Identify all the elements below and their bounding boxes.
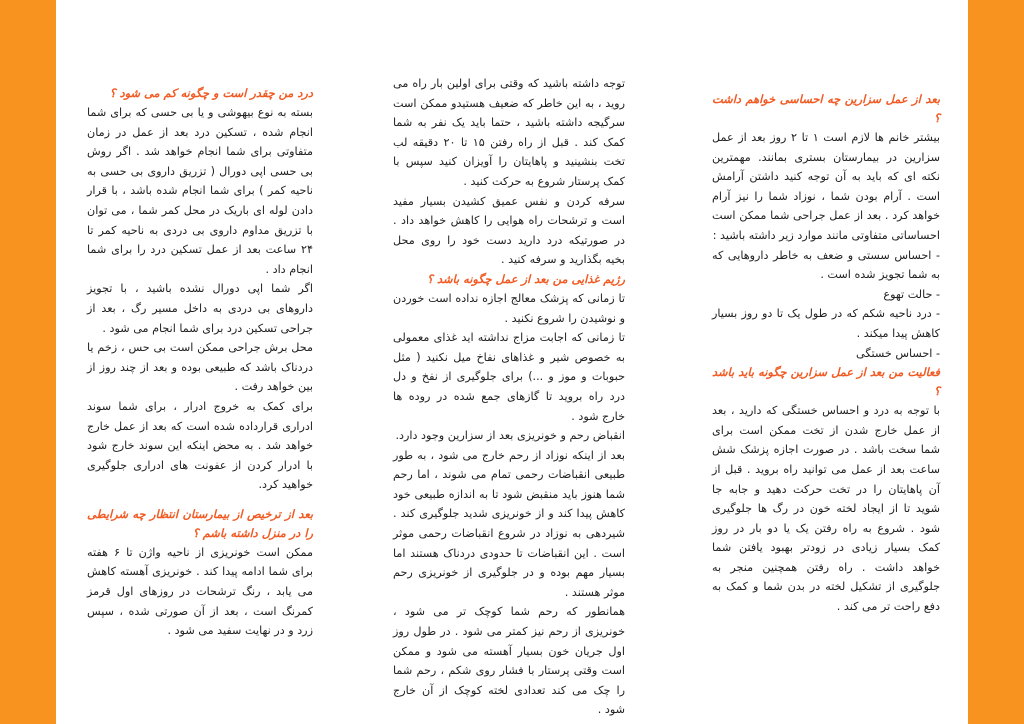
bullet-item: - درد ناحیه شکم که در طول یک تا دو روز بسیار کاهش پیدا میکند .	[712, 307, 940, 340]
section-heading-activity: فعالیت من بعد از عمل سزارین چگونه باید باشد ؟	[712, 365, 940, 399]
right-orange-band	[968, 0, 1024, 724]
section-heading-discharge: بعد از ترخیص از بیمارستان انتظار چه شرایطی را در منزل داشته باشم ؟	[87, 506, 313, 540]
section-heading-feelings: بعد از عمل سزارین چه احساسی خواهم داشت ؟	[712, 92, 940, 125]
left-column	[87, 84, 313, 641]
bullet-item: - حالت تهوع	[883, 287, 940, 301]
paragraph: انقباض رحم و خونریزی بعد از سزارین وجود دارد.	[395, 429, 625, 443]
paragraph: بسته به نوع بیهوشی و یا بی حسی که برای شما انجام شده ، تسکین درد بعد از عمل در زمان متفاوتی برای شما انجام خواهد شد . اگر روش بی حسی اپی دورال ( تزریق داروی بی حسی به ناحیه کمر ) برای شما انجام شده باشد ، با قرار دادن لوله ای باریک در محل کمر شما ، می توان با تزریق مداوم داروی بی دردی به ناحیه کمر تا ۲۴ ساعت بعد از عمل تسکین درد را برای شما انجام داد .	[87, 106, 313, 276]
paragraph: ممکن است خونریزی از ناحیه واژن تا ۶ هفته برای شما ادامه پیدا کند . خونریزی آهسته کاهش می یابد ، رنگ ترشحات در روزهای اول قرمز کمرنگ است ، بعد از آن صورتی شده ، سپس زرد و در نهایت سفید می شود .	[87, 545, 314, 638]
paragraph: تا زمانی که پزشک معالج اجازه نداده است خوردن و نوشیدن را شروع نکنید .	[393, 291, 625, 325]
bullet-item: - احساس سستی و ضعف به خاطر داروهایی که به شما تجویز شده است .	[712, 248, 940, 282]
section-heading-pain: درد من چقدر است و چگونه کم می شود ؟	[109, 86, 313, 100]
paragraph: سرفه کردن و نفس عمیق کشیدن بسیار مفید است و ترشحات راه هوایی را کاهش خواهد داد . در صورتیکه درد دارید دست خود را روی محل بخیه بگذارید و سرفه کنید .	[393, 194, 625, 267]
middle-column	[393, 74, 625, 720]
paragraph: توجه داشته باشید که وقتی برای اولین بار راه می روید ، به این خاطر که ضعیف هستیدو ممکن است سرگیجه داشته باشید ، حتما باید یک نفر به شما کمک کند . قبل از راه رفتن ۱۵ تا ۲۰ دقیقه لب تخت بنشینید و پاهایتان را آویزان کنید سپس با کمک پرستار شروع به حرکت کنید .	[393, 77, 625, 188]
left-orange-band	[0, 0, 56, 724]
paragraph: محل برش جراحی ممکن است بی حس ، زخم یا دردناک باشد که طبیعی بوده و بعد از چند روز از بین خواهد رفت .	[87, 341, 313, 394]
paragraph: بیشتر خانم ها لازم است ۱ تا ۲ روز بعد از عمل سزارین در بیمارستان بستری بمانند. مهمترین نکته ای که باید به آن توجه کنید داشتن آرامش است . آرام بودن شما ، نوزاد شما را نیز آرام خواهد کرد . بعد از عمل جراحی شما ممکن است احساساتی متفاوتی مانند موارد زیر داشته باشید :	[712, 131, 940, 242]
paragraph: تا زمانی که اجابت مزاج نداشته اید غذای معمولی به خصوص شیر و غذاهای نفاخ میل نکنید ( مثل حبوبات و موز و ...) برای جلوگیری از نفخ و دل درد راه بروید تا گازهای جمع شده در روده ها خارج شود .	[393, 331, 625, 423]
paragraph: با توجه به درد و احساس خستگی که دارید ، بعد از عمل خارج شدن از تخت ممکن است برای شما سخت باشد . در صورت اجازه پزشک شش ساعت بعد از عمل می توانید راه بروید . قبل از آن پاهایتان را در تخت حرکت دهید و جابه جا شوید تا از ایجاد لخته خون در رگ ها جلوگیری شود . شروع به راه رفتن یک یا دو بار در روز کمک بسیار زیادی در زودتر بهبود یافتن شما خواهد داشت . راه رفتن همچنین منجر به جلوگیری از تشکیل لخته در بدن شما و کمک به دفع راحت تر می کند .	[712, 404, 940, 614]
section-spacer	[87, 495, 313, 505]
paragraph: همانطور که رحم شما کوچک تر می شود ، خونریزی از رحم نیز کمتر می شود . در طول روز اول جریان خون بسیار آهسته می شود و ممکن است وقتی پرستار با فشار روی شکم ، رحم شما را چک می کند تعدادی لخته کوچک از آن خارج شود .	[393, 605, 625, 717]
paragraph: برای کمک به خروج ادرار ، برای شما سوند ادراری قرارداده شده است که بعد از عمل خارج خواهد شد . به محض اینکه این سوند خارج شود با ادرار کردن از عفونت های ادراری جلوگیری خواهید کرد.	[87, 399, 313, 492]
paragraph: بعد از اینکه نوزاد از رحم خارج می شود ، به طور طبیعی انقباضات رحمی تمام می شوند ، اما رحم شما هنوز باید منقبض شود تا به اندازه طبیعی خود کاهش پیدا کند و از خونریزی شدید جلوگیری کند . شیردهی به نوزاد در شروع انقباضات رحمی موثر است . این انقباضات تا حدودی دردناک هستند اما بسیار مهم بوده و در جلوگیری از خونریزی رحم موثر هستند .	[393, 448, 625, 599]
section-heading-diet: رژیم غذایی من بعد از عمل چگونه باشد ؟	[426, 271, 625, 286]
right-column	[712, 90, 940, 617]
bullet-item: - احساس خستگی	[856, 346, 940, 360]
paragraph: اگر شما اپی دورال نشده باشید ، با تجویز داروهای بی دردی به داخل مسیر رگ ، بعد از جراحی تسکین درد برای شما انجام می شود .	[87, 282, 313, 335]
